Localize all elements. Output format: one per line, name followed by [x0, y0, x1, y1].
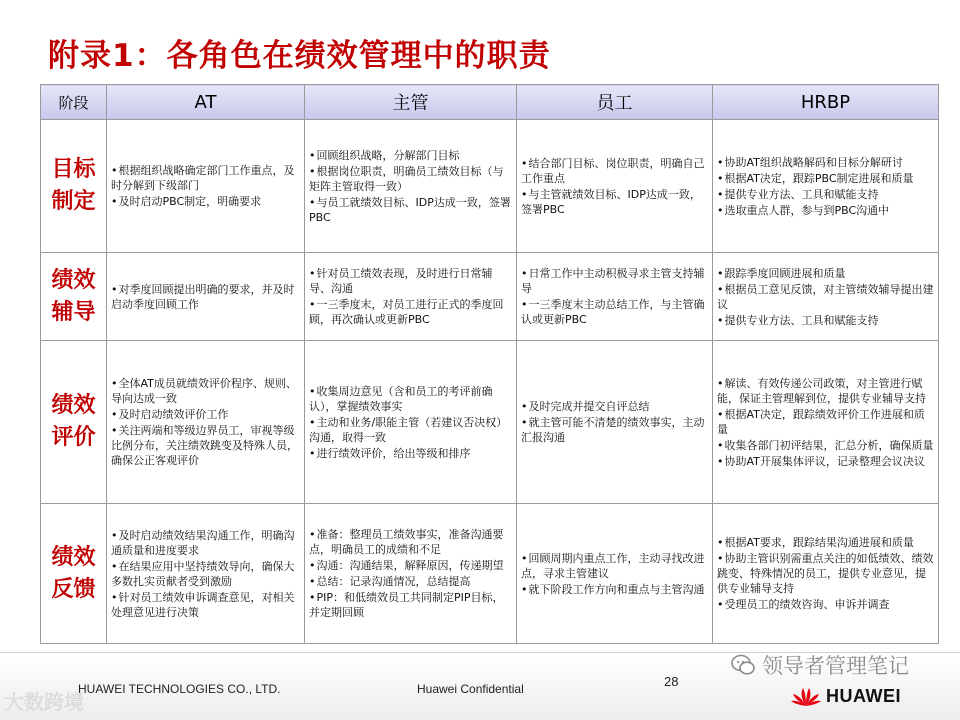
at-cell	[107, 341, 305, 504]
bullet-item: • 协助AT开展集体评议，记录整理会议决议	[717, 454, 934, 469]
bullet-item: • 根据岗位职责，明确员工绩效目标（与矩阵主管取得一致）	[309, 164, 512, 194]
bullet-item: • 主动和业务/职能主管（若建议否决权）沟通，取得一致	[309, 415, 512, 445]
bullet-item: • 及时完成并提交自评总结	[521, 399, 708, 414]
bullet-item: • 关注两端和等级边界员工，审视等级比例分布，关注绩效跳变及特殊人员，确保公正客观评价	[111, 423, 300, 468]
stage-label-line: 绩效	[51, 393, 96, 418]
responsibility-table	[40, 84, 939, 644]
bullet-item: • 结合部门目标、岗位职责，明确自己工作重点	[521, 156, 708, 186]
manager-cell	[305, 253, 517, 341]
stage-cell	[41, 504, 107, 644]
footer-confidential: Huawei Confidential	[417, 682, 524, 696]
bullet-item: • 回顾组织战略，分解部门目标	[309, 148, 512, 163]
hrbp-cell	[713, 120, 939, 253]
bullet-item: • 进行绩效评价，给出等级和排序	[309, 446, 512, 461]
stage-label-line: 目标	[51, 157, 96, 182]
bullet-item: • 收集周边意见（含和员工的考评前确认），掌握绩效事实	[309, 384, 512, 414]
stage-label-line: 绩效	[51, 544, 96, 570]
table-row	[41, 253, 939, 341]
stage-label-line: 评价	[51, 425, 96, 450]
hrbp-cell	[713, 504, 939, 644]
bullet-item: • 在结果应用中坚持绩效导向，确保大多数扎实贡献者受到激励	[111, 559, 300, 589]
bullet-item: • 及时启动PBC制定，明确要求	[111, 194, 300, 209]
table-row	[41, 341, 939, 504]
hrbp-cell	[713, 253, 939, 341]
bullet-item: • 选取重点人群，参与到PBC沟通中	[717, 203, 934, 218]
stage-label-line: 制定	[51, 189, 96, 214]
header-hrbp: HRBP	[713, 85, 939, 120]
bullet-item: • 一三季度末主动总结工作，与主管确认或更新PBC	[521, 297, 708, 327]
header-manager: 主管	[305, 85, 517, 120]
hrbp-cell	[713, 341, 939, 504]
bullet-item: • 沟通：沟通结果，解释原因，传递期望	[309, 558, 512, 573]
header-stage: 阶段	[41, 85, 107, 120]
bullet-item: • 及时启动绩效评价工作	[111, 407, 300, 422]
bullet-item: • 收集各部门初评结果，汇总分析，确保质量	[717, 438, 934, 453]
bullet-item: • 解读、有效传递公司政策，对主管进行赋能，保证主管理解到位，提供专业辅导支持	[717, 376, 934, 406]
bullet-item: • 及时启动绩效结果沟通工作，明确沟通质量和进度要求	[111, 528, 300, 558]
header-employee: 员工	[517, 85, 713, 120]
manager-cell	[305, 120, 517, 253]
stage-label-line: 辅导	[51, 299, 96, 325]
stage-label-line: 绩效	[51, 267, 96, 293]
stage-cell	[41, 120, 107, 253]
huawei-wordmark: HUAWEI	[826, 685, 901, 706]
chat-bubble-icon	[730, 652, 756, 678]
bullet-item: • 根据组织战略确定部门工作重点，及时分解到下级部门	[111, 163, 300, 193]
table-row	[41, 504, 939, 644]
bullet-item: • 总结：记录沟通情况，总结提高	[309, 574, 512, 589]
at-cell	[107, 253, 305, 341]
employee-cell	[517, 120, 713, 253]
bullet-item: • 就下阶段工作方向和重点与主管沟通	[521, 582, 708, 597]
employee-cell	[517, 504, 713, 644]
page-title: 附录1：各角色在绩效管理中的职责	[48, 38, 551, 74]
watermark-left: 大数跨境	[4, 690, 84, 714]
at-cell	[107, 120, 305, 253]
page-number: 28	[664, 674, 679, 689]
bullet-item: • 与员工就绩效目标、IDP达成一致，签署PBC	[309, 195, 512, 225]
bullet-item: • 就主管可能不清楚的绩效事实，主动汇报沟通	[521, 415, 708, 445]
bullet-item: • 协助主管识别需重点关注的如低绩效、绩效跳变、特殊情况的员工，提供专业意见，提供专业辅导支持	[717, 551, 934, 596]
bullet-item: • 针对员工绩效申诉调查意见，对相关处理意见进行决策	[111, 590, 300, 620]
employee-cell	[517, 341, 713, 504]
huawei-flower-icon	[790, 684, 822, 708]
stage-cell	[41, 341, 107, 504]
stage-label-line: 反馈	[51, 576, 96, 602]
bullet-item: • 协助AT组织战略解码和目标分解研讨	[717, 155, 934, 170]
table-header-row	[41, 85, 939, 120]
bullet-item: • 一三季度末，对员工进行正式的季度回顾，再次确认或更新PBC	[309, 297, 512, 327]
stage-cell	[41, 253, 107, 341]
bullet-item: • 根据AT决定，跟踪PBC制定进展和质量	[717, 171, 934, 186]
table-row	[41, 120, 939, 253]
bullet-item: • 准备：整理员工绩效事实，准备沟通要点，明确员工的成绩和不足	[309, 527, 512, 557]
bullet-item: • 针对员工绩效表现，及时进行日常辅导、沟通	[309, 266, 512, 296]
at-cell	[107, 504, 305, 644]
bullet-item: • 全体AT成员就绩效评价程序、规则、导向达成一致	[111, 376, 300, 406]
bullet-item: • 跟踪季度回顾进展和质量	[717, 266, 934, 281]
header-at: AT	[107, 85, 305, 120]
bullet-item: • 提供专业方法、工具和赋能支持	[717, 313, 934, 328]
bullet-item: • 回顾周期内重点工作，主动寻找改进点，寻求主管建议	[521, 551, 708, 581]
bullet-item: • 日常工作中主动积极寻求主管支持辅导	[521, 266, 708, 296]
bullet-item: • 提供专业方法、工具和赋能支持	[717, 187, 934, 202]
bullet-item: • 对季度回顾提出明确的要求，并及时启动季度回顾工作	[111, 282, 300, 312]
bullet-item: • 与主管就绩效目标、IDP达成一致，签署PBC	[521, 187, 708, 217]
watermark-right	[730, 650, 909, 680]
manager-cell	[305, 504, 517, 644]
footer-company: HUAWEI TECHNOLOGIES CO., LTD.	[78, 682, 281, 696]
bullet-item: • 根据AT决定，跟踪绩效评价工作进展和质量	[717, 407, 934, 437]
bullet-item: • 根据AT要求，跟踪结果沟通进展和质量	[717, 535, 934, 550]
huawei-logo	[790, 684, 901, 708]
bullet-item: • 受理员工的绩效咨询、申诉并调查	[717, 597, 934, 612]
watermark-right-text: 领导者管理笔记	[762, 654, 909, 678]
bullet-item: • 根据员工意见反馈，对主管绩效辅导提出建议	[717, 282, 934, 312]
manager-cell	[305, 341, 517, 504]
bullet-item: • PIP：和低绩效员工共同制定PIP目标，并定期回顾	[309, 590, 512, 620]
employee-cell	[517, 253, 713, 341]
